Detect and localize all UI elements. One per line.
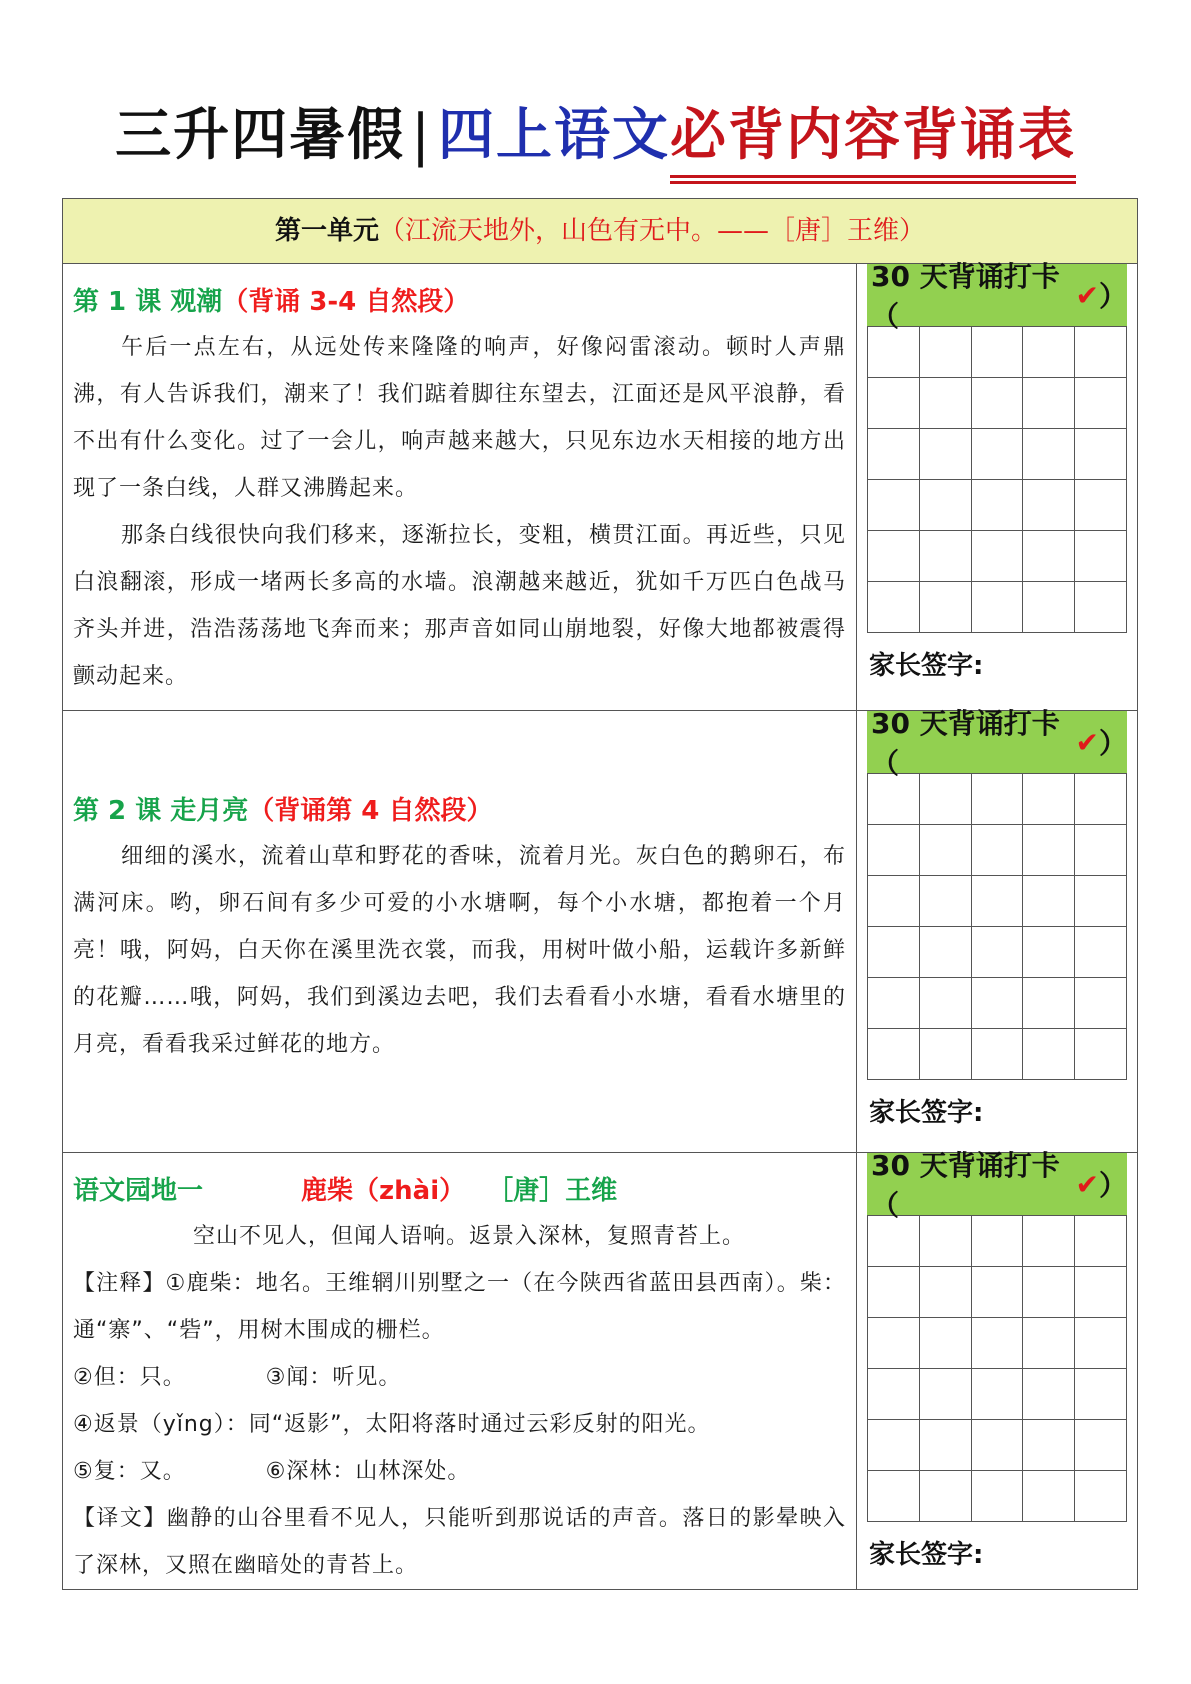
checkin-cell[interactable] bbox=[1075, 327, 1127, 378]
lesson-paragraph: 那条白线很快向我们移来，逐渐拉长，变粗，横贯江面。再近些，只见白浪翻滚，形成一堵两长多高的水墙。浪潮越来越近，犹如千万匹白色战马齐头并进，浩浩荡荡地飞奔而来；那声音如同山崩地裂，好像大地都被震得颤动起来。 bbox=[73, 523, 846, 689]
checkin-cell[interactable] bbox=[920, 1267, 972, 1318]
checkin-cell[interactable] bbox=[1075, 480, 1127, 531]
checkin-grid bbox=[867, 1215, 1127, 1522]
lesson-paragraph: 细细的溪水，流着山草和野花的香味，流着月光。灰白色的鹅卵石，布满河床。哟，卵石间有多少可爱的小水塘啊，每个小水塘，都抱着一个月亮！哦，阿妈，白天你在溪里洗衣裳，而我，用树叶做小船，运载许多新鲜的花瓣……哦，阿妈，我们到溪边去吧，我们去看看小水塘，看看水塘里的月亮，看看我采过鲜花的地方。 bbox=[73, 844, 846, 1057]
lesson-name: 语文园地一 bbox=[73, 1176, 204, 1206]
checkin-cell[interactable] bbox=[1075, 531, 1127, 582]
checkin-cell[interactable] bbox=[868, 1369, 920, 1420]
checkin-cell[interactable] bbox=[972, 1369, 1024, 1420]
unit-quote: （江流天地外，山色有无中。——［唐］王维） bbox=[379, 216, 926, 246]
checkin-close: ） bbox=[1098, 1169, 1127, 1202]
checkin-cell[interactable] bbox=[1023, 1471, 1075, 1522]
checkin-header bbox=[867, 707, 1127, 780]
checkin-cell[interactable] bbox=[868, 1471, 920, 1522]
checkin-cell[interactable] bbox=[1075, 1267, 1127, 1318]
checkin-cell[interactable] bbox=[1023, 1216, 1075, 1267]
checkin-cell[interactable] bbox=[1023, 825, 1075, 876]
lesson-name: 第 2 课 走月亮 bbox=[73, 796, 249, 826]
checkin-cell[interactable] bbox=[972, 480, 1024, 531]
checkin-cell[interactable] bbox=[1075, 825, 1127, 876]
lesson-title bbox=[73, 1169, 846, 1213]
lesson-content bbox=[63, 711, 857, 1152]
checkin-cell[interactable] bbox=[920, 480, 972, 531]
checkin-cell[interactable] bbox=[1075, 774, 1127, 825]
checkin-close: ） bbox=[1098, 280, 1127, 313]
recitation-table bbox=[62, 198, 1138, 1590]
lesson-requirement: （背诵 3-4 自然段） bbox=[222, 287, 470, 317]
checkin-cell[interactable] bbox=[1023, 1267, 1075, 1318]
lesson-requirement: （背诵第 4 自然段） bbox=[248, 796, 493, 826]
checkin-panel bbox=[857, 707, 1137, 1152]
checkin-cell[interactable] bbox=[1023, 876, 1075, 927]
checkin-cell[interactable] bbox=[972, 1029, 1024, 1080]
lesson-name: 第 1 课 观潮 bbox=[73, 287, 223, 317]
checkin-header bbox=[867, 260, 1127, 333]
checkin-cell[interactable] bbox=[868, 327, 920, 378]
checkin-label: 30 天背诵打卡（ bbox=[871, 1149, 1060, 1222]
title-separator: | bbox=[411, 103, 432, 168]
checkin-label: 30 天背诵打卡（ bbox=[871, 260, 1060, 333]
checkin-cell[interactable] bbox=[1075, 927, 1127, 978]
checkin-cell[interactable] bbox=[1075, 1420, 1127, 1471]
checkin-cell[interactable] bbox=[920, 927, 972, 978]
checkin-cell[interactable] bbox=[1023, 327, 1075, 378]
checkin-panel bbox=[857, 1149, 1137, 1590]
checkin-cell[interactable] bbox=[868, 480, 920, 531]
checkin-cell[interactable] bbox=[1075, 876, 1127, 927]
poem-author: ［唐］王维 bbox=[487, 1176, 618, 1206]
checkin-cell[interactable] bbox=[920, 1029, 972, 1080]
lesson-title bbox=[73, 280, 846, 324]
checkin-cell[interactable] bbox=[1023, 1420, 1075, 1471]
checkin-cell[interactable] bbox=[868, 876, 920, 927]
checkin-cell[interactable] bbox=[868, 1420, 920, 1471]
checkin-cell[interactable] bbox=[868, 378, 920, 429]
note-line: ⑤复：又。 ⑥深林：山林深处。 bbox=[73, 1459, 471, 1484]
note-line: ④返景（yǐng）：同“返影”，太阳将落时通过云彩反射的阳光。 bbox=[73, 1412, 711, 1437]
lesson-row-1 bbox=[63, 260, 1137, 711]
checkin-cell[interactable] bbox=[868, 582, 920, 633]
checkin-cell[interactable] bbox=[1023, 1318, 1075, 1369]
checkin-cell[interactable] bbox=[920, 1369, 972, 1420]
checkin-cell[interactable] bbox=[1075, 1318, 1127, 1369]
checkin-cell[interactable] bbox=[972, 1267, 1024, 1318]
checkin-cell[interactable] bbox=[868, 1029, 920, 1080]
checkin-cell[interactable] bbox=[920, 1318, 972, 1369]
checkin-header bbox=[867, 1149, 1127, 1222]
checkin-cell[interactable] bbox=[972, 825, 1024, 876]
lesson-content bbox=[63, 1153, 857, 1590]
poem-title: 鹿柴（zhài） bbox=[301, 1176, 466, 1206]
checkin-cell[interactable] bbox=[972, 978, 1024, 1029]
checkin-cell[interactable] bbox=[972, 429, 1024, 480]
checkin-cell[interactable] bbox=[1075, 582, 1127, 633]
checkin-cell[interactable] bbox=[920, 774, 972, 825]
checkin-cell[interactable] bbox=[972, 927, 1024, 978]
unit-label: 第一单元 bbox=[274, 216, 379, 246]
checkin-cell[interactable] bbox=[972, 378, 1024, 429]
note-line: 【注释】①鹿柴：地名。王维辋川别墅之一（在今陕西省蓝田县西南）。柴：通“寨”、“砦”，用树木围成的栅栏。 bbox=[73, 1271, 846, 1343]
checkin-cell[interactable] bbox=[1075, 1369, 1127, 1420]
checkin-cell[interactable] bbox=[1023, 978, 1075, 1029]
parent-signature[interactable]: 家长签字: bbox=[869, 1540, 984, 1570]
checkin-cell[interactable] bbox=[1023, 1029, 1075, 1080]
checkin-cell[interactable] bbox=[1075, 378, 1127, 429]
checkin-label: 30 天背诵打卡（ bbox=[871, 707, 1060, 780]
checkin-cell[interactable] bbox=[1023, 582, 1075, 633]
parent-signature[interactable]: 家长签字: bbox=[869, 651, 984, 681]
checkin-cell[interactable] bbox=[1075, 1029, 1127, 1080]
checkin-cell[interactable] bbox=[868, 1267, 920, 1318]
title-part-subject: 四上语文 bbox=[437, 103, 670, 168]
translation: 【译文】幽静的山谷里看不见人，只能听到那说话的声音。落日的影晕映入了深林，又照在幽暗处的青苔上。 bbox=[73, 1506, 846, 1578]
lesson-content bbox=[63, 264, 857, 710]
checkin-cell[interactable] bbox=[1023, 429, 1075, 480]
checkin-cell[interactable] bbox=[920, 327, 972, 378]
checkin-cell[interactable] bbox=[1023, 927, 1075, 978]
checkin-cell[interactable] bbox=[1023, 774, 1075, 825]
checkin-cell[interactable] bbox=[972, 582, 1024, 633]
lesson-paragraph: 午后一点左右，从远处传来隆隆的响声，好像闷雷滚动。顿时人声鼎沸，有人告诉我们，潮来了！我们踮着脚往东望去，江面还是风平浪静，看不出有什么变化。过了一会儿，响声越来越大，只见东边水天相接的地方出现了一条白线，人群又沸腾起来。 bbox=[73, 335, 846, 501]
checkin-cell[interactable] bbox=[920, 876, 972, 927]
checkin-cell[interactable] bbox=[972, 1216, 1024, 1267]
checkin-close: ） bbox=[1098, 727, 1127, 760]
checkin-cell[interactable] bbox=[1023, 1369, 1075, 1420]
checkmark-icon: ✔ bbox=[1075, 1167, 1099, 1201]
checkin-cell[interactable] bbox=[972, 774, 1024, 825]
checkin-cell[interactable] bbox=[920, 582, 972, 633]
checkin-cell[interactable] bbox=[1075, 1471, 1127, 1522]
checkin-cell[interactable] bbox=[972, 531, 1024, 582]
checkin-cell[interactable] bbox=[920, 531, 972, 582]
checkin-cell[interactable] bbox=[972, 327, 1024, 378]
lesson-row-3 bbox=[63, 1149, 1137, 1590]
checkin-cell[interactable] bbox=[972, 1318, 1024, 1369]
checkin-cell[interactable] bbox=[920, 1420, 972, 1471]
checkin-cell[interactable] bbox=[868, 978, 920, 1029]
title-part-table: 必背内容背诵表 bbox=[670, 100, 1076, 172]
checkin-cell[interactable] bbox=[972, 876, 1024, 927]
page-title bbox=[0, 100, 1191, 172]
checkin-cell[interactable] bbox=[920, 978, 972, 1029]
lesson-row-2 bbox=[63, 707, 1137, 1153]
checkin-cell[interactable] bbox=[1075, 978, 1127, 1029]
checkin-cell[interactable] bbox=[868, 1216, 920, 1267]
poem-text: 空山不见人，但闻人语响。返景入深林，复照青苔上。 bbox=[193, 1224, 746, 1249]
checkmark-icon: ✔ bbox=[1075, 278, 1099, 312]
checkin-cell[interactable] bbox=[1075, 429, 1127, 480]
checkin-cell[interactable] bbox=[920, 825, 972, 876]
checkin-cell[interactable] bbox=[920, 429, 972, 480]
parent-signature[interactable]: 家长签字: bbox=[869, 1098, 984, 1128]
checkin-cell[interactable] bbox=[868, 774, 920, 825]
checkin-cell[interactable] bbox=[868, 1318, 920, 1369]
note-line: ②但：只。 ③闻：听见。 bbox=[73, 1365, 402, 1390]
checkin-cell[interactable] bbox=[1075, 1216, 1127, 1267]
checkin-cell[interactable] bbox=[972, 1420, 1024, 1471]
checkin-cell[interactable] bbox=[920, 1471, 972, 1522]
checkmark-icon: ✔ bbox=[1075, 725, 1099, 759]
checkin-cell[interactable] bbox=[868, 825, 920, 876]
title-part-grade: 三升四暑假 bbox=[115, 103, 406, 168]
checkin-panel bbox=[857, 260, 1137, 710]
checkin-cell[interactable] bbox=[972, 1471, 1024, 1522]
checkin-cell[interactable] bbox=[1023, 531, 1075, 582]
lesson-title bbox=[73, 789, 846, 833]
checkin-cell[interactable] bbox=[920, 378, 972, 429]
checkin-cell[interactable] bbox=[868, 927, 920, 978]
checkin-cell[interactable] bbox=[868, 429, 920, 480]
checkin-cell[interactable] bbox=[1023, 378, 1075, 429]
checkin-cell[interactable] bbox=[868, 531, 920, 582]
checkin-grid bbox=[867, 326, 1127, 633]
checkin-cell[interactable] bbox=[920, 1216, 972, 1267]
checkin-grid bbox=[867, 773, 1127, 1080]
checkin-cell[interactable] bbox=[1023, 480, 1075, 531]
